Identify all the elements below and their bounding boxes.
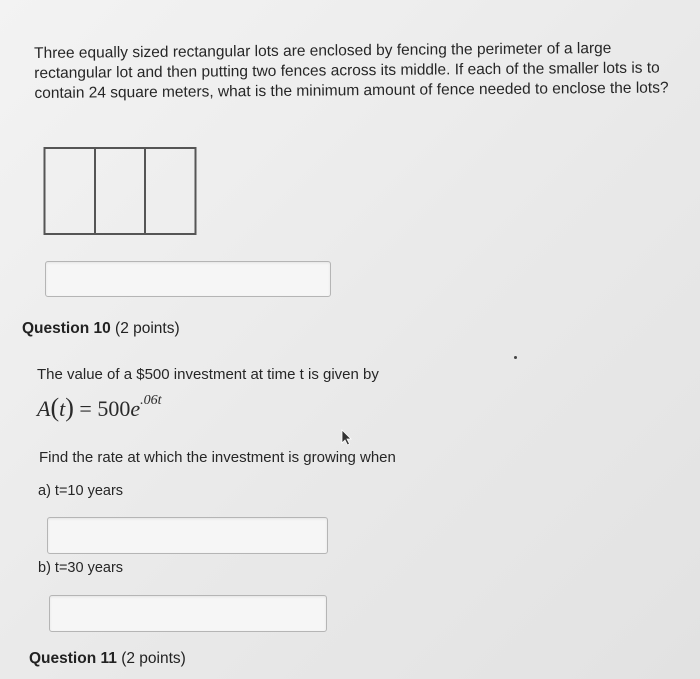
part-b-answer-input[interactable] (49, 595, 327, 632)
formula-coefficient: 500 (97, 396, 131, 421)
mouse-pointer-icon (339, 429, 353, 447)
question-10-points: (2 points) (115, 320, 180, 337)
question-11-heading (29, 650, 186, 668)
formula-open-paren: ( (50, 393, 60, 422)
formula-variable: t (59, 396, 66, 421)
formula-base: e (130, 396, 141, 421)
question-9-answer-input[interactable] (45, 261, 331, 297)
part-a-label: a) t=10 years (38, 483, 124, 499)
formula-function-name: A (37, 396, 51, 421)
part-a-answer-input[interactable] (47, 517, 328, 554)
question-11-points: (2 points) (121, 650, 186, 667)
question-10-label: Question 10 (22, 320, 111, 337)
formula-equals: = (79, 396, 92, 421)
stray-mark (514, 356, 517, 359)
question-10-prompt: Find the rate at which the investment is growing when (39, 449, 396, 466)
question-11-label: Question 11 (29, 650, 117, 667)
three-lots-diagram (43, 146, 197, 236)
question-10-heading (22, 320, 180, 338)
formula-exponent: .06t (140, 392, 162, 408)
outer-lot-rectangle (45, 148, 196, 234)
question-9-text: Three equally sized rectangular lots are enclosed by fencing the perimeter of a large rectangular lot and then putting two fences across its middle. If each of the smaller lots is to contain 24 square meters, what is the minimum amount of fence needed to enclose the lots? (34, 39, 669, 102)
question-10-intro: The value of a $500 investment at time t is given by (37, 366, 379, 383)
part-b-label: b) t=30 years (38, 560, 124, 576)
investment-formula (37, 393, 162, 423)
formula-close-paren: ) (65, 393, 74, 422)
